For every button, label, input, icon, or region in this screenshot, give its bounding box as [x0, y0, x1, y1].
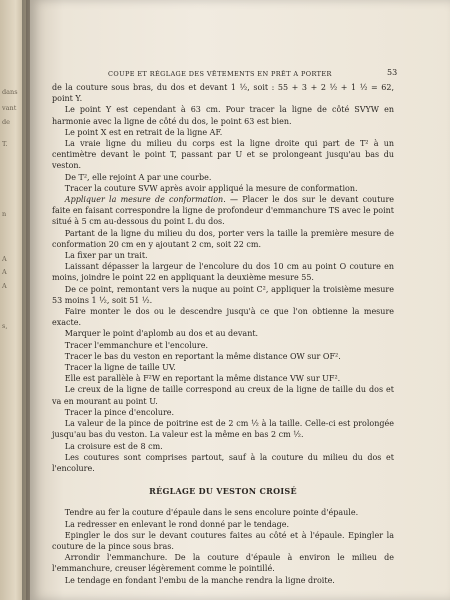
paragraph: De ce point, remontant vers la nuque au point C², appliquer la troisième mesure 53 moins 1 ½, soit 51 ½. — [52, 284, 394, 305]
running-header: COUPE ET RÉGLAGE DES VÊTEMENTS EN PRÊT A PORTER — [108, 70, 332, 78]
paragraph: Arrondir l'emmanchure. De la couture d'épaule à environ le milieu de l'emmanchure, creuser légèrement comme le pointillé. — [52, 553, 394, 574]
facing-page-fragment: A — [2, 282, 7, 290]
paragraph: La fixer par un trait. — [64, 251, 148, 261]
paragraph-group-1 — [52, 82, 394, 194]
italic-lead: Appliquer la mesure de conformation. — — [64, 195, 238, 205]
paragraph: La croisure est de 8 cm. — [64, 441, 163, 451]
paragraph: La valeur de la pince de poitrine est de 2 cm ½ à la taille. Celle-ci est prolongée jusqu'au bas du veston. La valeur est la même en bas 2 cm ½. — [52, 419, 394, 440]
page-number: 53 — [387, 68, 398, 77]
paragraph: Tracer la couture SVW après avoir appliqué la mesure de conformation. — [64, 183, 358, 193]
paragraph: Tendre au fer la couture d'épaule dans le sens encolure pointe d'épaule. — [64, 508, 359, 518]
facing-page-fragment: T. — [2, 140, 8, 148]
facing-page-fragment: A — [2, 255, 7, 263]
paragraph: La vraie ligne du milieu du corps est la ligne droite qui part de T² à un centimètre devant le point T, passant par U et se prolongeant jusqu'au bas du veston. — [52, 139, 394, 171]
section-title: RÉGLAGE DU VESTON CROISÉ — [149, 486, 297, 497]
facing-page-fragment: vant — [2, 104, 17, 112]
book-page — [30, 0, 450, 600]
facing-page-fragment: dans — [2, 88, 18, 96]
paragraph: Laissant dépasser la largeur de l'encolure du dos 10 cm au point O couture en moins, joindre le point 22 en appliquant la deuxième mesure 55. — [52, 262, 394, 283]
paragraph: Le creux de la ligne de taille correspond au creux de la ligne de taille du dos et va en mourant au point U. — [52, 385, 394, 406]
paragraph: Le tendage en fondant l'embu de la manche rendra la ligne droite. — [64, 575, 335, 585]
paragraph: Elle est parallèle à F²W en reportant la même distance VW sur UF². — [64, 374, 341, 384]
facing-page-fragment: A — [2, 268, 7, 276]
paragraph: Le point Y est cependant à 63 cm. Pour tracer la ligne de côté SVYW en harmonie avec la ligne de côté du dos, le point 63 est bien. — [52, 105, 394, 126]
paragraph: Tracer l'emmanchure et l'encolure. — [64, 340, 209, 350]
paragraph: Partant de la ligne du milieu du dos, porter vers la taille la première mesure de conformation 20 cm en y ajoutant 2 cm, soit 22 cm. — [52, 228, 394, 249]
facing-page-fragment: de — [2, 118, 11, 126]
paragraph: de la couture sous bras, du dos et devant 1 ½, soit : 55 + 3 + 2 ½ + 1 ½ = 62, point Y. — [52, 83, 394, 104]
paragraph: Tracer le bas du veston en reportant la même distance OW sur OF². — [64, 351, 341, 361]
facing-page-fragment: s, — [2, 322, 8, 330]
paragraph-conformation — [52, 194, 394, 228]
paragraph: Tracer la pince d'encolure. — [64, 407, 175, 417]
page-body — [52, 82, 394, 586]
facing-page-fragment: n — [2, 210, 7, 218]
paragraph: De T², elle rejoint A par une courbe. — [64, 172, 212, 182]
paragraph-group-2 — [52, 228, 394, 474]
paragraph: Marquer le point d'aplomb au dos et au devant. — [64, 329, 259, 339]
paragraph: Tracer la ligne de taille UV. — [64, 363, 176, 373]
paragraph: Les coutures sont comprises partout, sauf à la couture du milieu du dos et l'encolure. — [52, 452, 394, 473]
paragraph-text: Placer le dos sur le devant couture faite en faisant correspondre la ligne de profondeur d'emmanchure TS avec le point situé à 5 cm au-dessous du point L du dos. — [52, 195, 394, 227]
paragraph: Faire monter le dos ou le descendre jusqu'à ce que l'on obtienne la mesure exacte. — [52, 307, 394, 328]
paragraph: Le point X est en retrait de la ligne AF. — [64, 127, 223, 137]
paragraph: Epingler le dos sur le devant coutures faites au côté et à l'épaule. Epingler la couture de la pince sous bras. — [52, 530, 394, 551]
paragraph-group-3 — [52, 507, 394, 585]
paragraph: La redresser en enlevant le rond donné par le tendage. — [64, 519, 290, 529]
